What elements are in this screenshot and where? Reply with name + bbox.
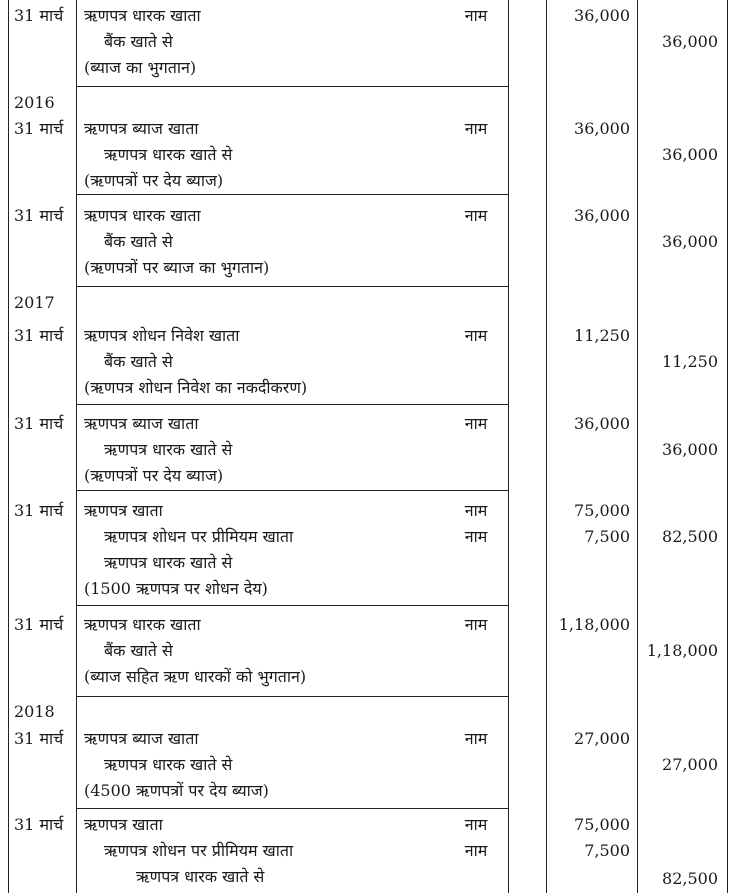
debit-amount: 36,000 xyxy=(574,414,630,433)
narration: (ऋणपत्रों पर देय ब्याज) xyxy=(84,171,224,190)
debit-amount: 36,000 xyxy=(574,206,630,225)
entry-date: 31 मार्च xyxy=(14,729,64,748)
credit-account: बैंक खाते से xyxy=(104,352,173,371)
credit-amount: 36,000 xyxy=(662,232,718,251)
entry-date: 31 मार्च xyxy=(14,119,64,138)
credit-account: ऋणपत्र धारक खाते से xyxy=(104,145,233,164)
narration: (4500 ऋणपत्रों पर देय ब्याज) xyxy=(84,781,269,800)
debit-amount: 75,000 xyxy=(574,815,630,834)
debit-account-2: ऋणपत्र शोधन पर प्रीमियम खाता xyxy=(104,527,294,546)
narration: (ब्याज सहित ऋण धारकों को भुगतान) xyxy=(84,667,307,686)
debit-amount: 1,18,000 xyxy=(558,615,630,634)
credit-amount: 36,000 xyxy=(662,440,718,459)
debit-amount: 36,000 xyxy=(574,6,630,25)
credit-account: ऋणपत्र धारक खाते से xyxy=(136,867,265,886)
entry-separator xyxy=(76,605,508,606)
narration: (ऋणपत्रों पर ब्याज का भुगतान) xyxy=(84,258,270,277)
credit-amount: 36,000 xyxy=(662,32,718,51)
debit-label: नाम xyxy=(464,815,488,834)
debit-label-2: नाम xyxy=(464,527,488,546)
debit-account-2: ऋणपत्र शोधन पर प्रीमियम खाता xyxy=(104,841,294,860)
left-border xyxy=(8,0,9,893)
credit-account: बैंक खाते से xyxy=(104,641,173,660)
narration: (ब्याज का भुगतान) xyxy=(84,58,197,77)
entry-year: 2018 xyxy=(14,702,55,721)
debit-account: ऋणपत्र खाता xyxy=(84,501,163,520)
credit-amount: 82,500 xyxy=(662,527,718,546)
debit-label: नाम xyxy=(464,729,488,748)
credit-amount: 82,500 xyxy=(662,869,718,888)
credit-account: बैंक खाते से xyxy=(104,232,173,251)
entry-separator xyxy=(76,286,508,287)
debit-label: नाम xyxy=(464,6,488,25)
credit-amount: 36,000 xyxy=(662,145,718,164)
date-column-rule xyxy=(76,0,77,893)
debit-label: नाम xyxy=(464,615,488,634)
debit-label: नाम xyxy=(464,501,488,520)
entry-year: 2016 xyxy=(14,93,55,112)
narration: (ऋणपत्र शोधन निवेश का नकदीकरण) xyxy=(84,378,308,397)
debit-label: नाम xyxy=(464,414,488,433)
credit-account: ऋणपत्र धारक खाते से xyxy=(104,553,233,572)
entry-separator xyxy=(76,194,508,195)
narration: (1500 ऋणपत्र पर शोधन देय) xyxy=(84,579,268,598)
right-border xyxy=(727,0,728,893)
debit-account: ऋणपत्र धारक खाता xyxy=(84,206,201,225)
entry-separator xyxy=(76,808,508,809)
debit-label-2: नाम xyxy=(464,841,488,860)
debit-amount-2: 7,500 xyxy=(584,527,630,546)
narration: (ऋणपत्रों पर देय ब्याज) xyxy=(84,466,224,485)
debit-account: ऋणपत्र शोधन निवेश खाता xyxy=(84,326,240,345)
lf-column-rule-right xyxy=(546,0,547,893)
debit-account: ऋणपत्र ब्याज खाता xyxy=(84,729,199,748)
debit-amount: 36,000 xyxy=(574,119,630,138)
debit-label: नाम xyxy=(464,119,488,138)
entry-separator xyxy=(76,404,508,405)
entry-separator xyxy=(76,696,508,697)
debit-amount: 27,000 xyxy=(574,729,630,748)
credit-amount: 27,000 xyxy=(662,755,718,774)
entry-date: 31 मार्च xyxy=(14,206,64,225)
credit-amount: 1,18,000 xyxy=(646,641,718,660)
debit-account: ऋणपत्र ब्याज खाता xyxy=(84,414,199,433)
entry-date: 31 मार्च xyxy=(14,414,64,433)
debit-amount: 75,000 xyxy=(574,501,630,520)
debit-account: ऋणपत्र ब्याज खाता xyxy=(84,119,199,138)
debit-label: नाम xyxy=(464,206,488,225)
lf-column-rule-left xyxy=(508,0,509,893)
entry-date: 31 मार्च xyxy=(14,815,64,834)
entry-year: 2017 xyxy=(14,293,55,312)
credit-amount: 11,250 xyxy=(662,352,718,371)
debit-account: ऋणपत्र धारक खाता xyxy=(84,615,201,634)
entry-date: 31 मार्च xyxy=(14,326,64,345)
debit-amount: 11,250 xyxy=(574,326,630,345)
entry-date: 31 मार्च xyxy=(14,6,64,25)
debit-amount-2: 7,500 xyxy=(584,841,630,860)
entry-date: 31 मार्च xyxy=(14,615,64,634)
entry-separator xyxy=(76,86,508,87)
debit-account: ऋणपत्र खाता xyxy=(84,815,163,834)
credit-account: ऋणपत्र धारक खाते से xyxy=(104,755,233,774)
debit-column-rule xyxy=(637,0,638,893)
credit-account: बैंक खाते से xyxy=(104,32,173,51)
debit-label: नाम xyxy=(464,326,488,345)
debit-account: ऋणपत्र धारक खाता xyxy=(84,6,201,25)
entry-date: 31 मार्च xyxy=(14,501,64,520)
credit-account: ऋणपत्र धारक खाते से xyxy=(104,440,233,459)
entry-separator xyxy=(76,490,508,491)
